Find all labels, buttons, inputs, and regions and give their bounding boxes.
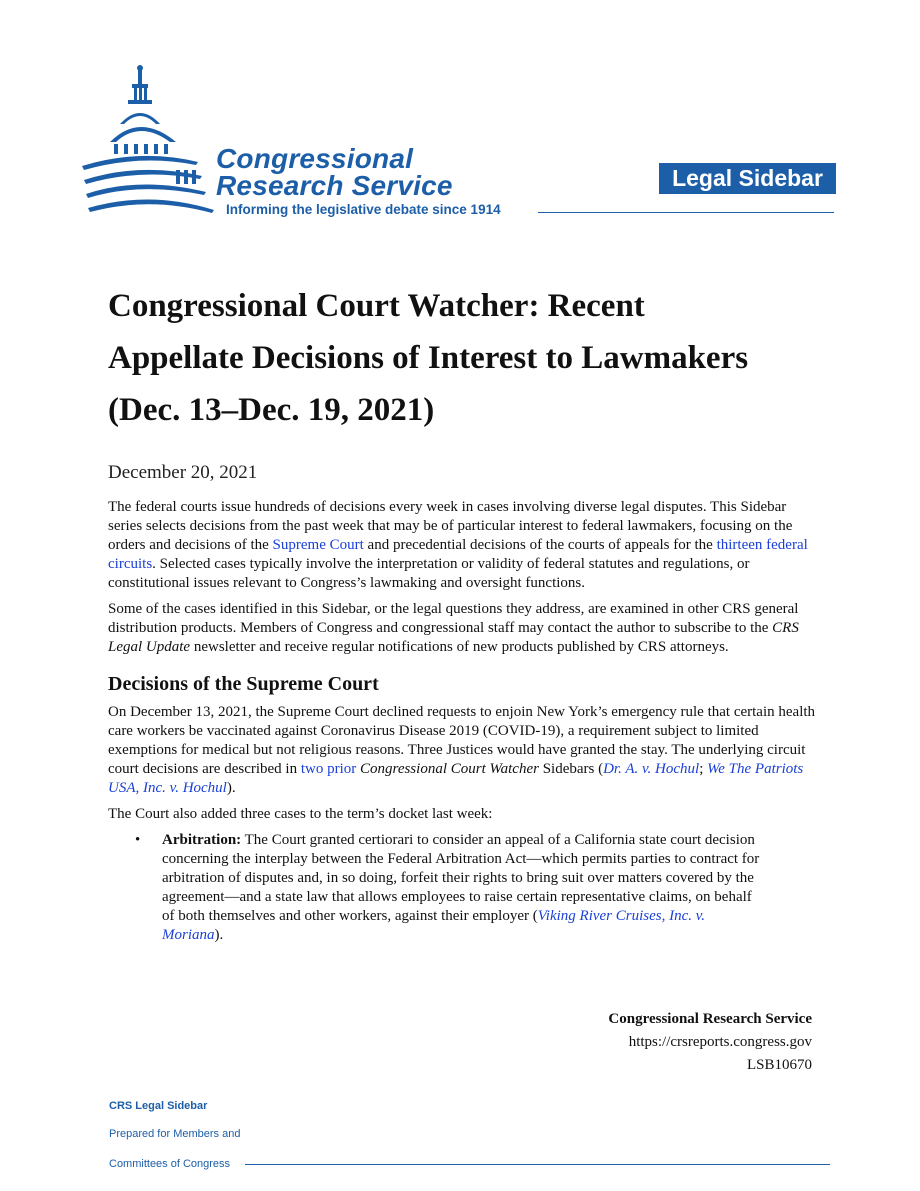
intro-paragraph — [108, 498, 818, 593]
list-item — [135, 831, 760, 945]
publication-date: December 20, 2021 — [108, 462, 258, 483]
footer-prepared: Prepared for Members and — [109, 1128, 241, 1140]
page-title — [108, 280, 848, 436]
crs-org-name — [216, 145, 453, 199]
arbitration-end: ). — [214, 927, 224, 943]
federal-circuits-link[interactable]: thirteen federal circuits — [108, 537, 808, 572]
subscription-text-b: newsletter and receive regular notifications of new products published by CRS attorneys. — [190, 639, 729, 655]
header-divider — [538, 212, 834, 213]
we-the-patriots-link[interactable]: We The Patriots USA, Inc. v. Hochul — [108, 761, 804, 796]
dr-a-v-hochul-link[interactable]: Dr. A. v. Hochul — [603, 761, 700, 777]
two-link[interactable]: two — [300, 761, 324, 777]
title-line-2: Appellate Decisions of Interest to Lawmakers — [108, 340, 749, 376]
sc-separator: ; — [699, 761, 708, 777]
crs-tagline: Informing the legislative debate since 1914 — [226, 202, 501, 217]
intro-text-b: and precedential decisions of the courts of appeals for the — [363, 537, 717, 553]
supreme-court-link[interactable]: Supreme Court — [272, 537, 364, 553]
arbitration-label: Arbitration: — [162, 832, 242, 848]
subscription-paragraph — [108, 600, 818, 657]
report-id: LSB10670 — [746, 1057, 812, 1073]
legal-update-title: CRS Legal Update — [108, 620, 799, 655]
crs-org-name-line1: Congressional — [216, 143, 414, 174]
crs-attribution — [608, 1008, 812, 1077]
footer-divider — [245, 1164, 830, 1165]
viking-river-link[interactable]: Viking River Cruises, Inc. v. Moriana — [162, 908, 706, 943]
crs-attribution-url: https://crsreports.congress.gov — [628, 1034, 812, 1050]
sc-text-c: ). — [226, 780, 236, 796]
title-line-3: (Dec. 13–Dec. 19, 2021) — [108, 392, 435, 428]
bullet-icon: • — [135, 832, 141, 848]
intro-text-c: . Selected cases typically involve the interpretation or validity of federal statutes and regulations, or constitutional issues relevant to Congress’s lawmaking and oversight functions. — [108, 556, 750, 591]
capitol-dome-icon — [80, 62, 220, 218]
title-line-1: Congressional Court Watcher: Recent — [108, 288, 645, 324]
arbitration-text: The Court granted certiorari to consider an appeal of a California state court decision concerning the interplay between the Federal Arbitration Act—which permits parties to contract for arbitration of disputes and, in so doing, forfeit their rights to bring suit over matters covered by the agreement—and a state law that allows employees to raise certain representative claims, on behalf of both themselves and other workers, against their employer ( — [162, 832, 760, 924]
docket-paragraph: The Court also added three cases to the term’s docket last week: — [108, 806, 493, 822]
document-body — [108, 498, 818, 945]
court-watcher-title: Congressional Court Watcher — [360, 761, 539, 777]
supreme-court-paragraph — [108, 703, 818, 798]
crs-attribution-org: Congressional Research Service — [608, 1011, 812, 1027]
section-heading: Decisions of the Supreme Court — [108, 673, 379, 695]
footer-series: CRS Legal Sidebar — [109, 1100, 208, 1112]
crs-logo — [80, 62, 840, 222]
docket-list — [135, 831, 818, 945]
subscription-text-a: Some of the cases identified in this Sidebar, or the legal questions they address, are examined in other CRS general distribution products. Members of Congress and congressional staff may contact the author to subscribe to the — [108, 601, 799, 636]
intro-text-a: The federal courts issue hundreds of decisions every week in cases involving diverse legal disputes. This Sidebar series selects decisions from the past week that may be of particular interest to federal lawmakers, focusing on the orders and decisions of the — [108, 499, 793, 553]
sc-text-b: Sidebars ( — [538, 761, 604, 777]
footer-committees: Committees of Congress — [109, 1158, 231, 1170]
legal-sidebar-badge: Legal Sidebar — [659, 163, 836, 194]
prior-link[interactable]: prior — [327, 761, 357, 777]
sc-text-a: On December 13, 2021, the Supreme Court declined requests to enjoin New York’s emergency rule that certain health care workers be vaccinated against Coronavirus Disease 2019 (COVID-19), a requirement subject to limited exemptions for medical but not religious reasons. Three Justices would have granted the stay. The underlying circuit court decisions are described in — [108, 704, 816, 777]
crs-org-name-line2: Research Service — [216, 170, 453, 201]
